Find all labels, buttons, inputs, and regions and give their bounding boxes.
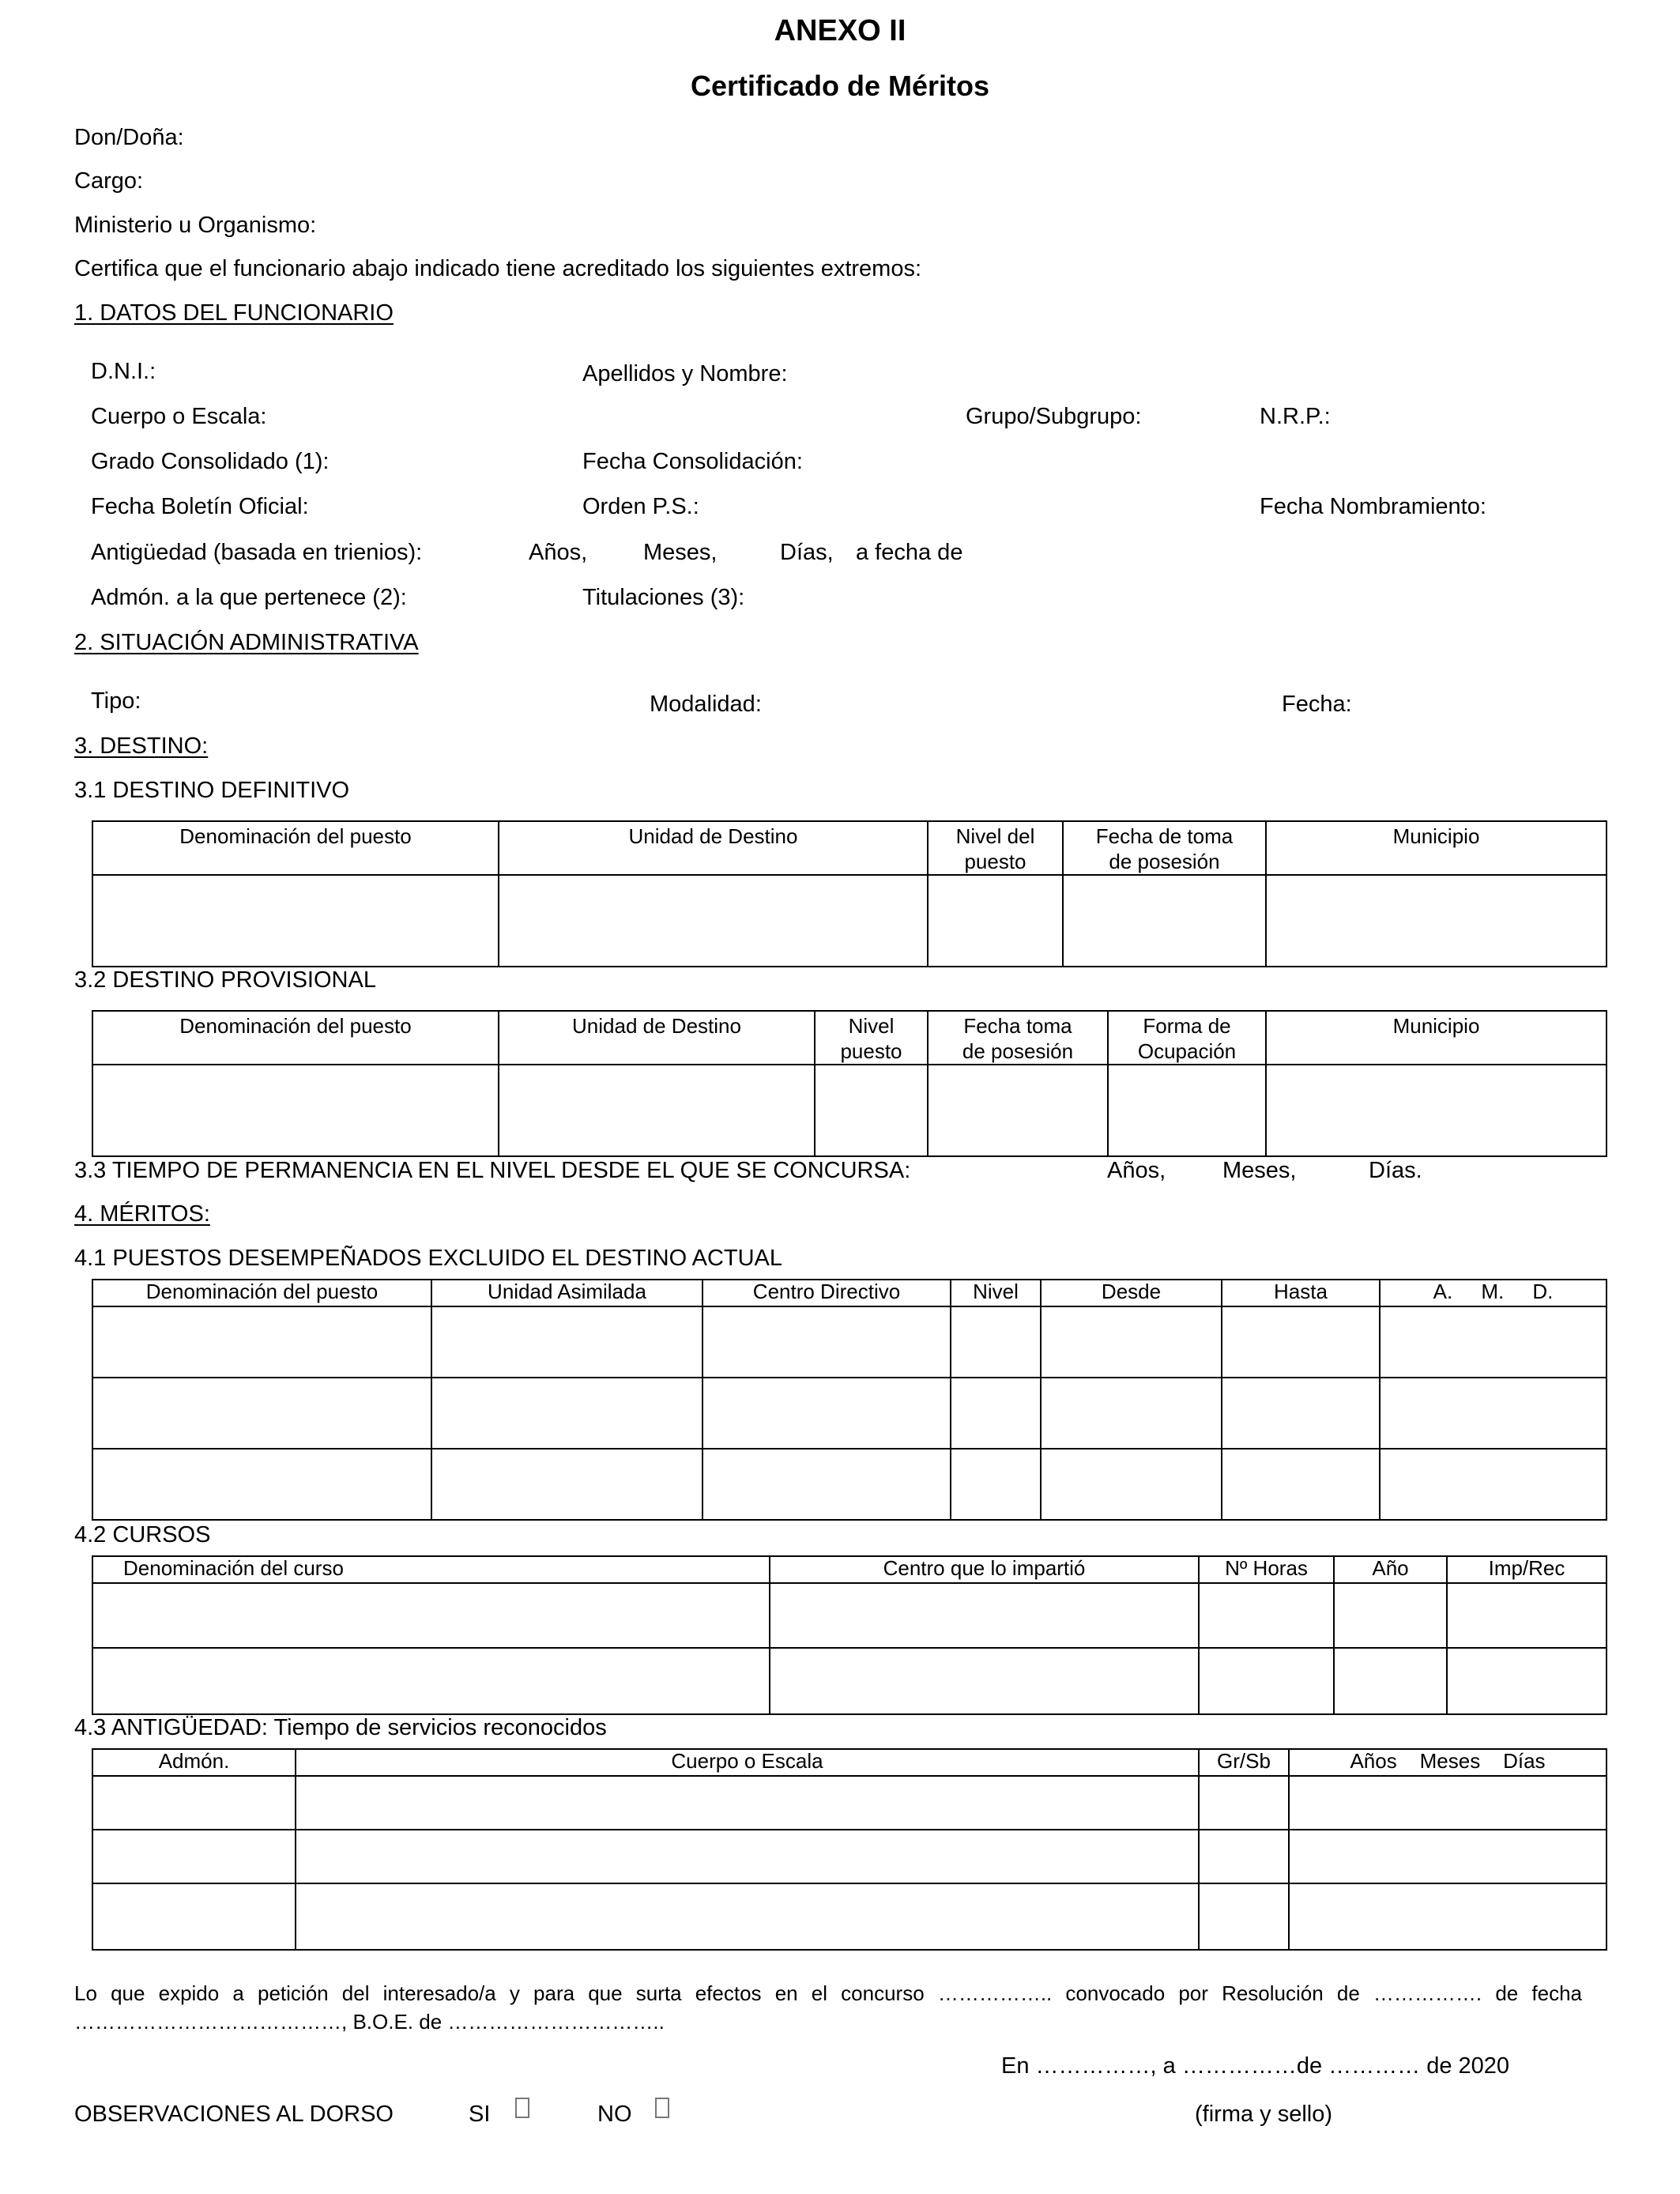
nrp-label: N.R.P.: (1260, 404, 1331, 429)
table-header: Centro que lo impartió (770, 1556, 1199, 1583)
table-cell[interactable] (92, 1776, 296, 1830)
section-4-3-heading: 4.3 ANTIGÜEDAD: Tiempo de servicios reconocidos (74, 1715, 607, 1740)
table-header: Desde (1041, 1280, 1222, 1306)
table-header: Año (1334, 1556, 1447, 1583)
table-cell[interactable] (92, 1648, 770, 1714)
table-header: Unidad Asimilada (431, 1280, 703, 1306)
table-cell[interactable] (296, 1776, 1199, 1830)
table-cell[interactable] (92, 1583, 770, 1648)
ministerio-label: Ministerio u Organismo: (74, 213, 317, 238)
fecha-boletin-label: Fecha Boletín Oficial: (91, 494, 309, 519)
table-cell[interactable] (296, 1830, 1199, 1883)
table-cell[interactable] (92, 875, 499, 967)
table-header: A. M. D. (1380, 1280, 1607, 1306)
cuerpo-label: Cuerpo o Escala: (91, 404, 267, 429)
table-header: Denominación del puesto (92, 1011, 499, 1065)
table-cell[interactable] (951, 1306, 1041, 1378)
page-title: Certificado de Méritos (690, 70, 990, 102)
no-checkbox[interactable] (655, 2098, 669, 2118)
table-header: Municipio (1266, 821, 1607, 875)
table-header: Fecha toma de posesión (928, 1011, 1108, 1065)
permanencia-anos: Años, (1107, 1158, 1166, 1183)
table-row (92, 1648, 1607, 1714)
table-cell[interactable] (1447, 1583, 1607, 1648)
table-cell[interactable] (1222, 1378, 1380, 1449)
table-cell[interactable] (928, 1065, 1108, 1156)
puestos-table (92, 1279, 1607, 1521)
table-cell[interactable] (92, 1306, 431, 1378)
table-header: Admón. (92, 1749, 296, 1776)
antiguedad-label: Antigüedad (basada en trienios): (91, 540, 423, 565)
table-cell[interactable] (1380, 1449, 1607, 1520)
table-header: Gr/Sb (1199, 1749, 1289, 1776)
table-cell[interactable] (815, 1065, 928, 1156)
permanencia-dias: Días. (1369, 1158, 1422, 1183)
table-cell[interactable] (92, 1065, 499, 1156)
table-header: Años Meses Días (1289, 1749, 1607, 1776)
tipo-label: Tipo: (91, 688, 141, 714)
table-cell[interactable] (951, 1378, 1041, 1449)
si-label: SI (469, 2102, 491, 2127)
table-cell[interactable] (1199, 1883, 1289, 1950)
table-header: Denominación del puesto (92, 1280, 431, 1306)
fecha-nombramiento-label: Fecha Nombramiento: (1260, 494, 1486, 519)
table-row (92, 1065, 1607, 1156)
apellidos-label: Apellidos y Nombre: (582, 361, 788, 386)
anos-label: Años, (529, 540, 588, 565)
table-cell[interactable] (928, 875, 1063, 967)
table-header: Centro Directivo (703, 1280, 951, 1306)
table-header: Hasta (1222, 1280, 1380, 1306)
table-cell[interactable] (1222, 1306, 1380, 1378)
destino-definitivo-table (92, 820, 1607, 967)
table-header: Nivel del puesto (928, 821, 1063, 875)
footer-line-1: Lo que expido a petición del interesado/a y para que surta efectos en el concurso …………….. convocado por Resolución de ……………. de fecha (74, 1981, 1582, 2005)
table-cell[interactable] (1199, 1583, 1334, 1648)
table-header: Municipio (1266, 1011, 1607, 1065)
table-cell[interactable] (1289, 1830, 1607, 1883)
section-3-3-heading: 3.3 TIEMPO DE PERMANENCIA EN EL NIVEL DESDE EL QUE SE CONCURSA: (74, 1158, 911, 1183)
observaciones-label: OBSERVACIONES AL DORSO (74, 2102, 394, 2127)
table-cell[interactable] (1289, 1776, 1607, 1830)
place-date: En ……………, a ……………de ………… de 2020 (1001, 2053, 1510, 2079)
section-2-heading: 2. SITUACIÓN ADMINISTRATIVA (74, 630, 419, 655)
cursos-table (92, 1555, 1607, 1715)
table-cell[interactable] (1447, 1648, 1607, 1714)
table-header: Unidad de Destino (499, 1011, 815, 1065)
table-cell[interactable] (1266, 875, 1607, 967)
permanencia-meses: Meses, (1222, 1158, 1297, 1183)
table-row (92, 1583, 1607, 1648)
antiguedad-table (92, 1748, 1607, 1951)
table-header: Unidad de Destino (499, 821, 928, 875)
grupo-label: Grupo/Subgrupo: (966, 404, 1142, 429)
table-row (92, 1830, 1607, 1883)
table-cell[interactable] (431, 1378, 703, 1449)
table-cell[interactable] (1222, 1449, 1380, 1520)
table-header: Nº Horas (1199, 1556, 1334, 1583)
table-cell[interactable] (431, 1306, 703, 1378)
table-cell[interactable] (1108, 1065, 1266, 1156)
table-row (92, 1378, 1607, 1449)
table-cell[interactable] (770, 1583, 1199, 1648)
si-checkbox[interactable] (515, 2098, 529, 2118)
section-4-heading: 4. MÉRITOS: (74, 1201, 210, 1227)
table-cell[interactable] (499, 875, 928, 967)
table-cell[interactable] (1199, 1830, 1289, 1883)
dias-label: Días, (780, 540, 834, 565)
grado-label: Grado Consolidado (1): (91, 449, 330, 474)
table-cell[interactable] (1380, 1306, 1607, 1378)
table-cell[interactable] (296, 1883, 1199, 1950)
table-row (92, 1306, 1607, 1378)
table-header: Denominación del puesto (92, 821, 499, 875)
table-cell[interactable] (92, 1378, 431, 1449)
dni-label: D.N.I.: (91, 359, 156, 384)
table-cell[interactable] (770, 1648, 1199, 1714)
cargo-label: Cargo: (74, 168, 144, 194)
section-3-heading: 3. DESTINO: (74, 733, 209, 759)
footer-line-2: …………………………………, B.O.E. de ………………………….. (74, 2010, 665, 2034)
table-header: Fecha de toma de posesión (1063, 821, 1266, 875)
admon-label: Admón. a la que pertenece (2): (91, 585, 407, 610)
table-cell[interactable] (1041, 1449, 1222, 1520)
fecha-consolidacion-label: Fecha Consolidación: (582, 449, 803, 474)
table-cell[interactable] (92, 1449, 431, 1520)
table-header: Nivel (951, 1280, 1041, 1306)
table-row (92, 1776, 1607, 1830)
annex-title: ANEXO II (774, 14, 906, 47)
table-header: Nivel puesto (815, 1011, 928, 1065)
table-row (92, 1883, 1607, 1950)
table-cell[interactable] (1199, 1648, 1334, 1714)
a-fecha-label: a fecha de (856, 540, 963, 565)
table-cell[interactable] (92, 1830, 296, 1883)
table-cell[interactable] (1266, 1065, 1607, 1156)
table-header: Denominación del curso (92, 1556, 770, 1583)
table-cell[interactable] (1289, 1883, 1607, 1950)
table-cell[interactable] (1041, 1306, 1222, 1378)
modalidad-label: Modalidad: (650, 692, 762, 717)
section-3-2-heading: 3.2 DESTINO PROVISIONAL (74, 967, 376, 993)
table-header: Forma de Ocupación (1108, 1011, 1266, 1065)
table-cell[interactable] (703, 1449, 951, 1520)
table-cell[interactable] (1334, 1648, 1447, 1714)
table-cell[interactable] (951, 1449, 1041, 1520)
firma-label: (firma y sello) (1195, 2102, 1333, 2127)
section-4-2-heading: 4.2 CURSOS (74, 1522, 211, 1547)
destino-provisional-table (92, 1010, 1607, 1157)
table-cell[interactable] (703, 1378, 951, 1449)
table-cell[interactable] (1334, 1583, 1447, 1648)
orden-label: Orden P.S.: (582, 494, 699, 519)
table-header: Imp/Rec (1447, 1556, 1607, 1583)
table-cell[interactable] (499, 1065, 815, 1156)
table-row (92, 875, 1607, 967)
table-cell[interactable] (1063, 875, 1266, 967)
no-label: NO (597, 2102, 632, 2127)
fecha-label: Fecha: (1282, 692, 1352, 717)
table-cell[interactable] (703, 1306, 951, 1378)
section-3-1-heading: 3.1 DESTINO DEFINITIVO (74, 778, 350, 803)
table-row (92, 1449, 1607, 1520)
table-header: Cuerpo o Escala (296, 1749, 1199, 1776)
table-cell[interactable] (1041, 1378, 1222, 1449)
certifica-text: Certifica que el funcionario abajo indicado tiene acreditado los siguientes extremos: (74, 256, 922, 281)
table-cell[interactable] (431, 1449, 703, 1520)
section-1-heading: 1. DATOS DEL FUNCIONARIO (74, 300, 394, 326)
table-cell[interactable] (92, 1883, 296, 1950)
titulaciones-label: Titulaciones (3): (582, 585, 745, 610)
table-cell[interactable] (1380, 1378, 1607, 1449)
don-label: Don/Doña: (74, 125, 184, 150)
meses-label: Meses, (643, 540, 718, 565)
section-4-1-heading: 4.1 PUESTOS DESEMPEÑADOS EXCLUIDO EL DESTINO ACTUAL (74, 1246, 783, 1271)
table-cell[interactable] (1199, 1776, 1289, 1830)
